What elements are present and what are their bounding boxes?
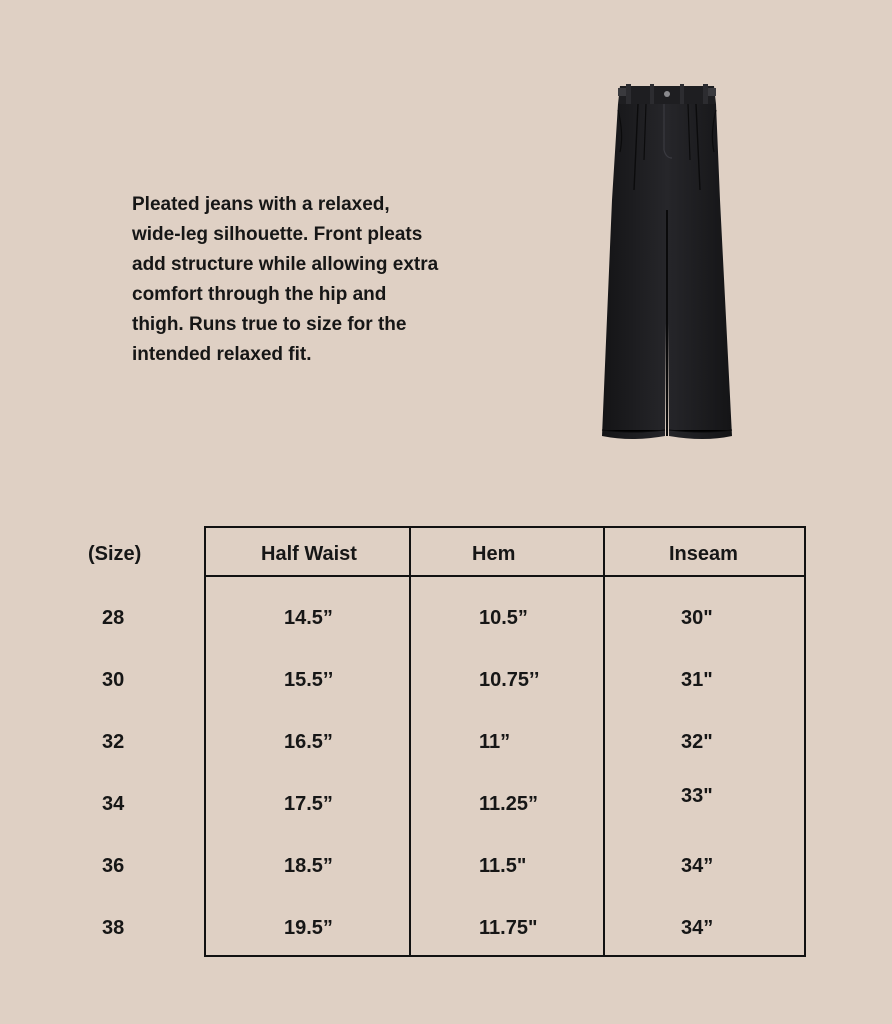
hem-value: 10.75’’ [479,669,540,691]
hem-value: 10.5” [479,607,528,629]
description-line: add structure while allowing extra [132,254,439,275]
half-waist-value: 14.5” [284,607,333,629]
hem-value: 11.75" [479,917,538,939]
description-line: comfort through the hip and [132,284,387,305]
inseam-value: 33" [681,785,713,807]
size-value: 36 [102,855,125,877]
product-description [132,190,492,370]
half-waist-value: 17.5” [284,793,333,815]
column-divider [409,528,411,955]
inseam-value: 31" [681,669,713,691]
size-value: 38 [102,917,125,939]
size-column-header: (Size) [88,543,142,565]
hem-value: 11.5" [479,855,527,877]
header-half-waist: Half Waist [261,543,357,565]
size-value: 32 [102,731,125,753]
size-value: 30 [102,669,125,691]
half-waist-value: 19.5” [284,917,333,939]
pleated-wide-leg-jeans-icon [592,80,742,450]
description-line: thigh. Runs true to size for the [132,314,407,335]
header-inseam: Inseam [669,543,738,565]
size-value: 28 [102,607,125,629]
hem-value: 11” [479,731,511,753]
half-waist-value: 15.5’’ [284,669,334,691]
header-hem: Hem [472,543,516,565]
size-value: 34 [102,793,125,815]
half-waist-value: 16.5” [284,731,333,753]
inseam-value: 34” [681,855,714,877]
inseam-value: 32" [681,731,713,753]
inseam-value: 34” [681,917,714,939]
description-line: intended relaxed fit. [132,344,312,365]
half-waist-value: 18.5” [284,855,333,877]
hem-value: 11.25” [479,793,538,815]
column-divider [603,528,605,955]
inseam-value: 30" [681,607,713,629]
header-divider [206,575,804,577]
description-line: Pleated jeans with a relaxed, [132,194,390,215]
description-line: wide-leg silhouette. Front pleats [132,224,423,245]
